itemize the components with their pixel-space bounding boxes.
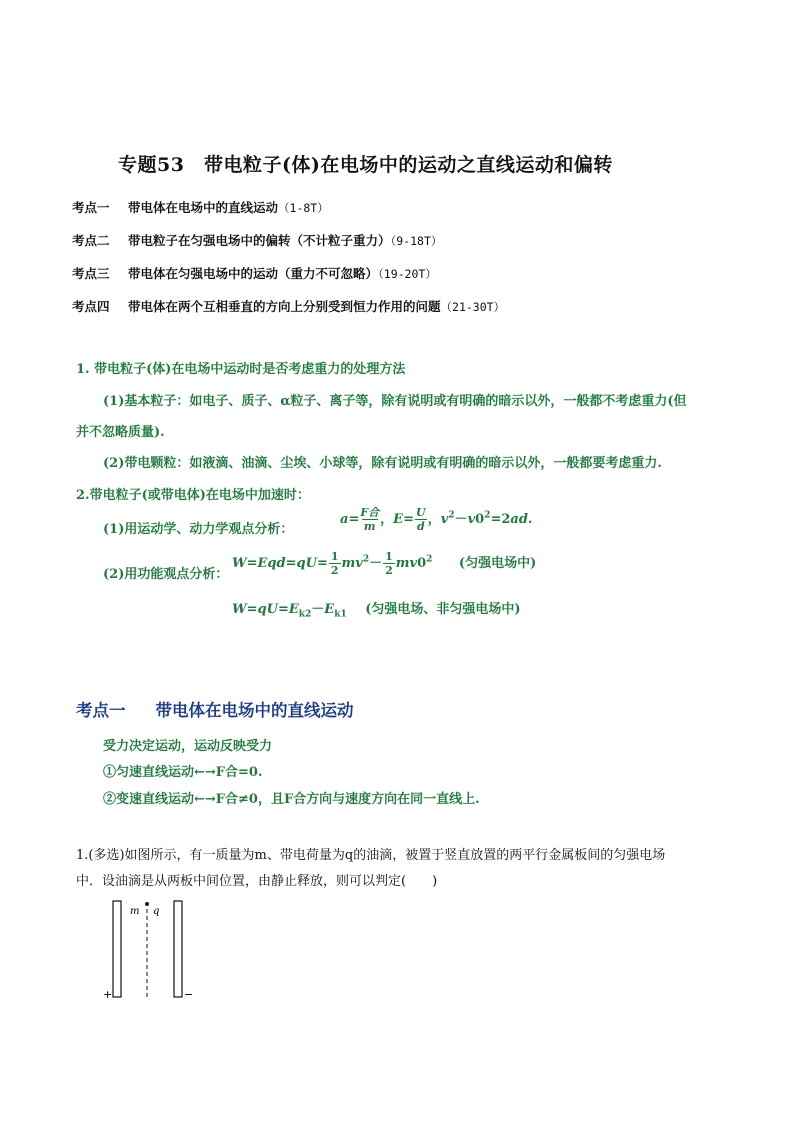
figure-parallel-plates <box>100 897 200 1002</box>
plus-sign: + <box>103 988 113 1001</box>
section-heading <box>76 697 354 721</box>
question-1-line2: 中．设油滴是从两板中间位置，由静止释放，则可以判定( ) <box>76 874 438 889</box>
formula-energy-1: W=Eqd=qU= $\frac{1}{2}$ $mv^2-$ $\frac{1}{2}$ $mv0^2$ (匀强电场中) <box>232 550 537 577</box>
summary-heading-2: 2.带电粒子(或带电体)在电场中加速时： <box>76 488 310 503</box>
right-plate <box>174 901 182 997</box>
kaodian-item <box>72 297 505 315</box>
summary-item-2b-label: (2)用功能观点分析： <box>103 567 229 582</box>
mass-label: m <box>130 906 140 917</box>
formula-kinematics: a= $\frac{\text{F合}}{m}$ ，E= $\frac{U}{d}$ ，$v^2-v0^2=2ad$. <box>340 506 533 533</box>
kaodian-text: 带电体在匀强电场中的运动（重力不可忽略） <box>128 266 379 281</box>
kaodian-label: 考点三 <box>72 266 110 281</box>
kaodian-item <box>72 198 329 216</box>
formula-note-1: (匀强电场中) <box>458 556 537 571</box>
section-line-3: ②变速直线运动←→F合≠0，且F合方向与速度方向在同一直线上. <box>103 792 480 807</box>
kaodian-text: 带电体在电场中的直线运动 <box>128 200 279 215</box>
section-label: 考点一 <box>76 701 126 720</box>
page-title: 专题53 带电粒子(体)在电场中的运动之直线运动和偏转 <box>118 154 613 176</box>
summary-item-1b: (2)带电颗粒：如液滴、油滴、尘埃、小球等，除有说明或有明确的暗示以外，一般都要考虑重力. <box>103 456 662 471</box>
section-line-2: ①匀速直线运动←→F合=0. <box>103 765 263 780</box>
formula-note-2: (匀强电场、非匀强电场中) <box>365 602 521 617</box>
kaodian-range: （9-18T） <box>390 234 443 248</box>
kaodian-range: （1-8T） <box>278 201 329 215</box>
kaodian-label: 考点一 <box>72 200 110 215</box>
summary-item-2a-label: (1)用运动学、动力学观点分析： <box>103 522 294 537</box>
summary-item-1a-line2: 并不忽略质量). <box>76 425 165 440</box>
left-plate <box>113 901 121 997</box>
plates-diagram <box>100 897 200 1002</box>
kaodian-range: （21-30T） <box>440 300 506 314</box>
kaodian-item <box>72 231 442 249</box>
section-title: 带电体在电场中的直线运动 <box>155 701 354 720</box>
kaodian-text: 带电体在两个互相垂直的方向上分别受到恒力作用的问题 <box>128 299 441 314</box>
summary-item-1a-line1: (1)基本粒子：如电子、质子、α粒子、离子等，除有说明或有明确的暗示以外，一般都不考虑重力(但 <box>103 394 687 409</box>
section-line-1: 受力决定运动，运动反映受力 <box>103 739 273 754</box>
summary-heading-1: 1. 带电粒子(体)在电场中运动时是否考虑重力的处理方法 <box>76 362 406 377</box>
kaodian-label: 考点四 <box>72 299 110 314</box>
charge-label: q <box>153 906 160 917</box>
oil-drop <box>145 902 149 906</box>
minus-sign: − <box>184 988 194 1001</box>
formula-energy-2: $W=qU=E_{k2}-E_{k1}$ (匀强电场、非匀强电场中) <box>232 602 521 620</box>
kaodian-label: 考点二 <box>72 233 110 248</box>
question-1-line1: 1.(多选)如图所示，有一质量为m、带电荷量为q的油滴，被置于竖直放置的两平行金属板间的匀强电场 <box>76 848 666 863</box>
kaodian-text: 带电粒子在匀强电场中的偏转（不计粒子重力） <box>128 233 391 248</box>
kaodian-range: （19-20T） <box>378 267 437 281</box>
kaodian-item <box>72 264 437 282</box>
